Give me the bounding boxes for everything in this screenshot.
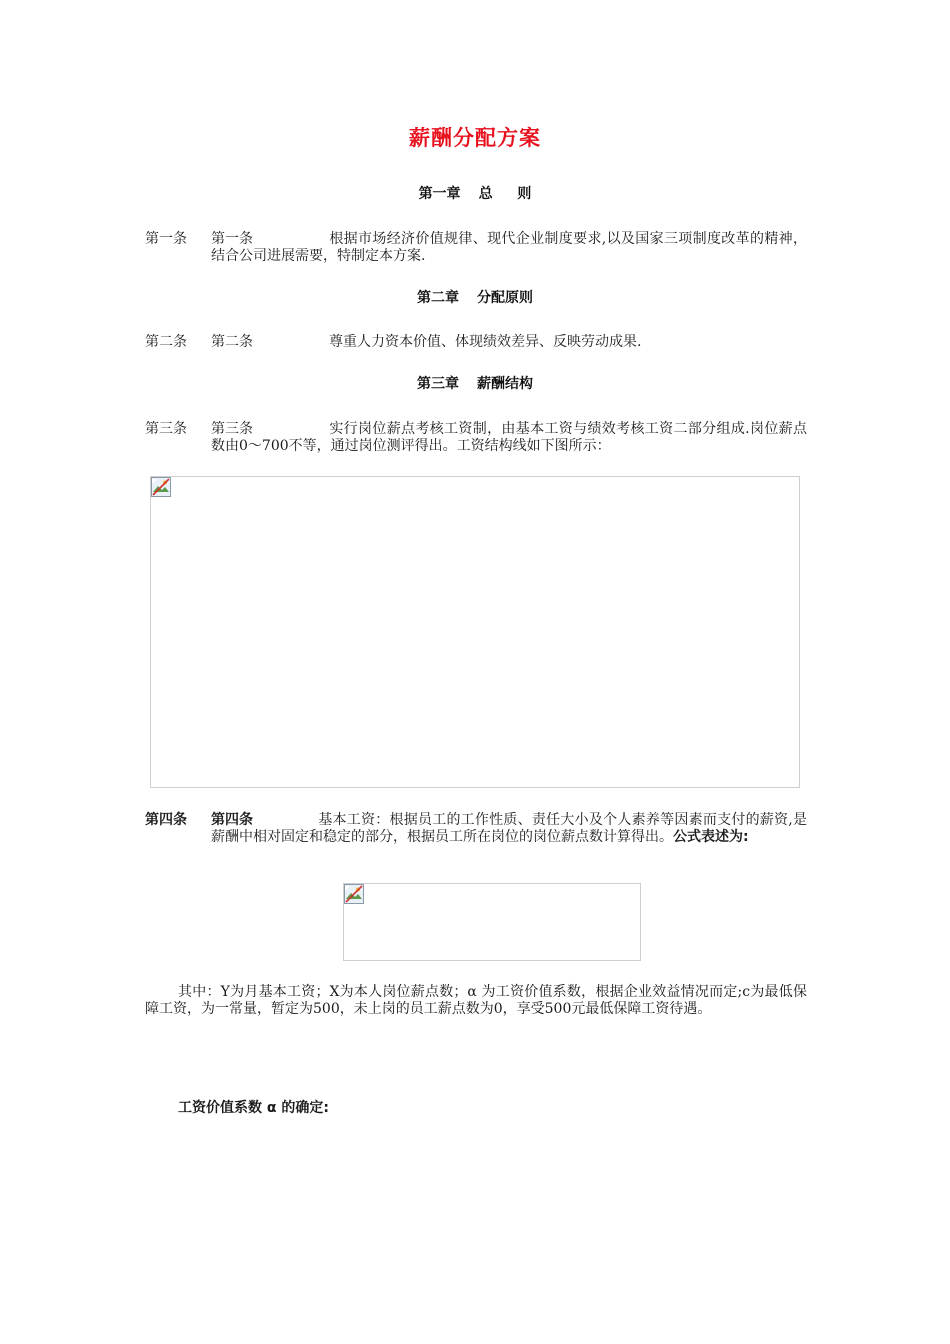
article-label-2: 第三条 — [211, 421, 253, 437]
chapter-name: 分配原则 — [477, 290, 533, 306]
salary-structure-chart-image — [150, 476, 800, 788]
article-label-2: 第二条 — [211, 334, 253, 350]
chapter-heading-3 — [0, 373, 950, 393]
chapter-heading-2 — [0, 287, 950, 307]
article-label: 第二条 — [145, 334, 187, 350]
chapter-name: 薪酬结构 — [477, 376, 533, 392]
article-body — [211, 812, 807, 846]
article-text: 基本工资：根据员工的工作性质、责任大小及个人素养等因素而支付的薪资,是薪酬中相对固定和稳定的部分，根据员工所在岗位的岗位薪点数计算得出。 — [211, 812, 807, 845]
article-2 — [145, 334, 810, 352]
article-body — [211, 334, 807, 351]
article-label: 第一条 — [145, 231, 187, 247]
document-title: 薪酬分配方案 — [409, 126, 541, 150]
chapter-number: 第三章 — [417, 376, 459, 392]
formula-intro: 公式表述为: — [673, 829, 749, 845]
broken-image-icon — [151, 477, 171, 497]
article-label: 第三条 — [145, 421, 187, 437]
article-body — [211, 421, 807, 455]
formula-image — [343, 883, 641, 961]
chapter-name: 总 则 — [478, 186, 532, 202]
article-body — [211, 231, 807, 265]
formula-explanation: 其中：Y为月基本工资；X为本人岗位薪点数；α 为工资价值系数，根据企业效益情况而定;c为最低保障工资，为一常量，暂定为500，未上岗的员工薪点数为0，享受500元最低保障工资待遇。 — [145, 984, 807, 1017]
coefficient-subheading: 工资价值系数 α 的确定: — [178, 1100, 329, 1116]
article-label: 第四条 — [145, 812, 187, 828]
article-1 — [145, 231, 810, 267]
article-text: 实行岗位薪点考核工资制，由基本工资与绩效考核工资二部分组成.岗位薪点数由0～700不等，通过岗位测评得出。工资结构线如下图所示： — [211, 421, 807, 454]
article-label-2: 第四条 — [211, 812, 253, 828]
article-3 — [145, 421, 810, 457]
chapter-number: 第一章 — [418, 186, 461, 202]
article-label-2: 第一条 — [211, 231, 253, 247]
chapter-number: 第二章 — [417, 290, 459, 306]
article-text: 尊重人力资本价值、体现绩效差异、反映劳动成果. — [329, 334, 642, 350]
article-text: 根据市场经济价值规律、现代企业制度要求,以及国家三项制度改革的精神，结合公司进展需要，特制定本方案. — [211, 231, 807, 264]
chapter-heading-1 — [0, 183, 950, 203]
broken-image-icon — [344, 884, 364, 904]
article-4 — [145, 812, 810, 864]
